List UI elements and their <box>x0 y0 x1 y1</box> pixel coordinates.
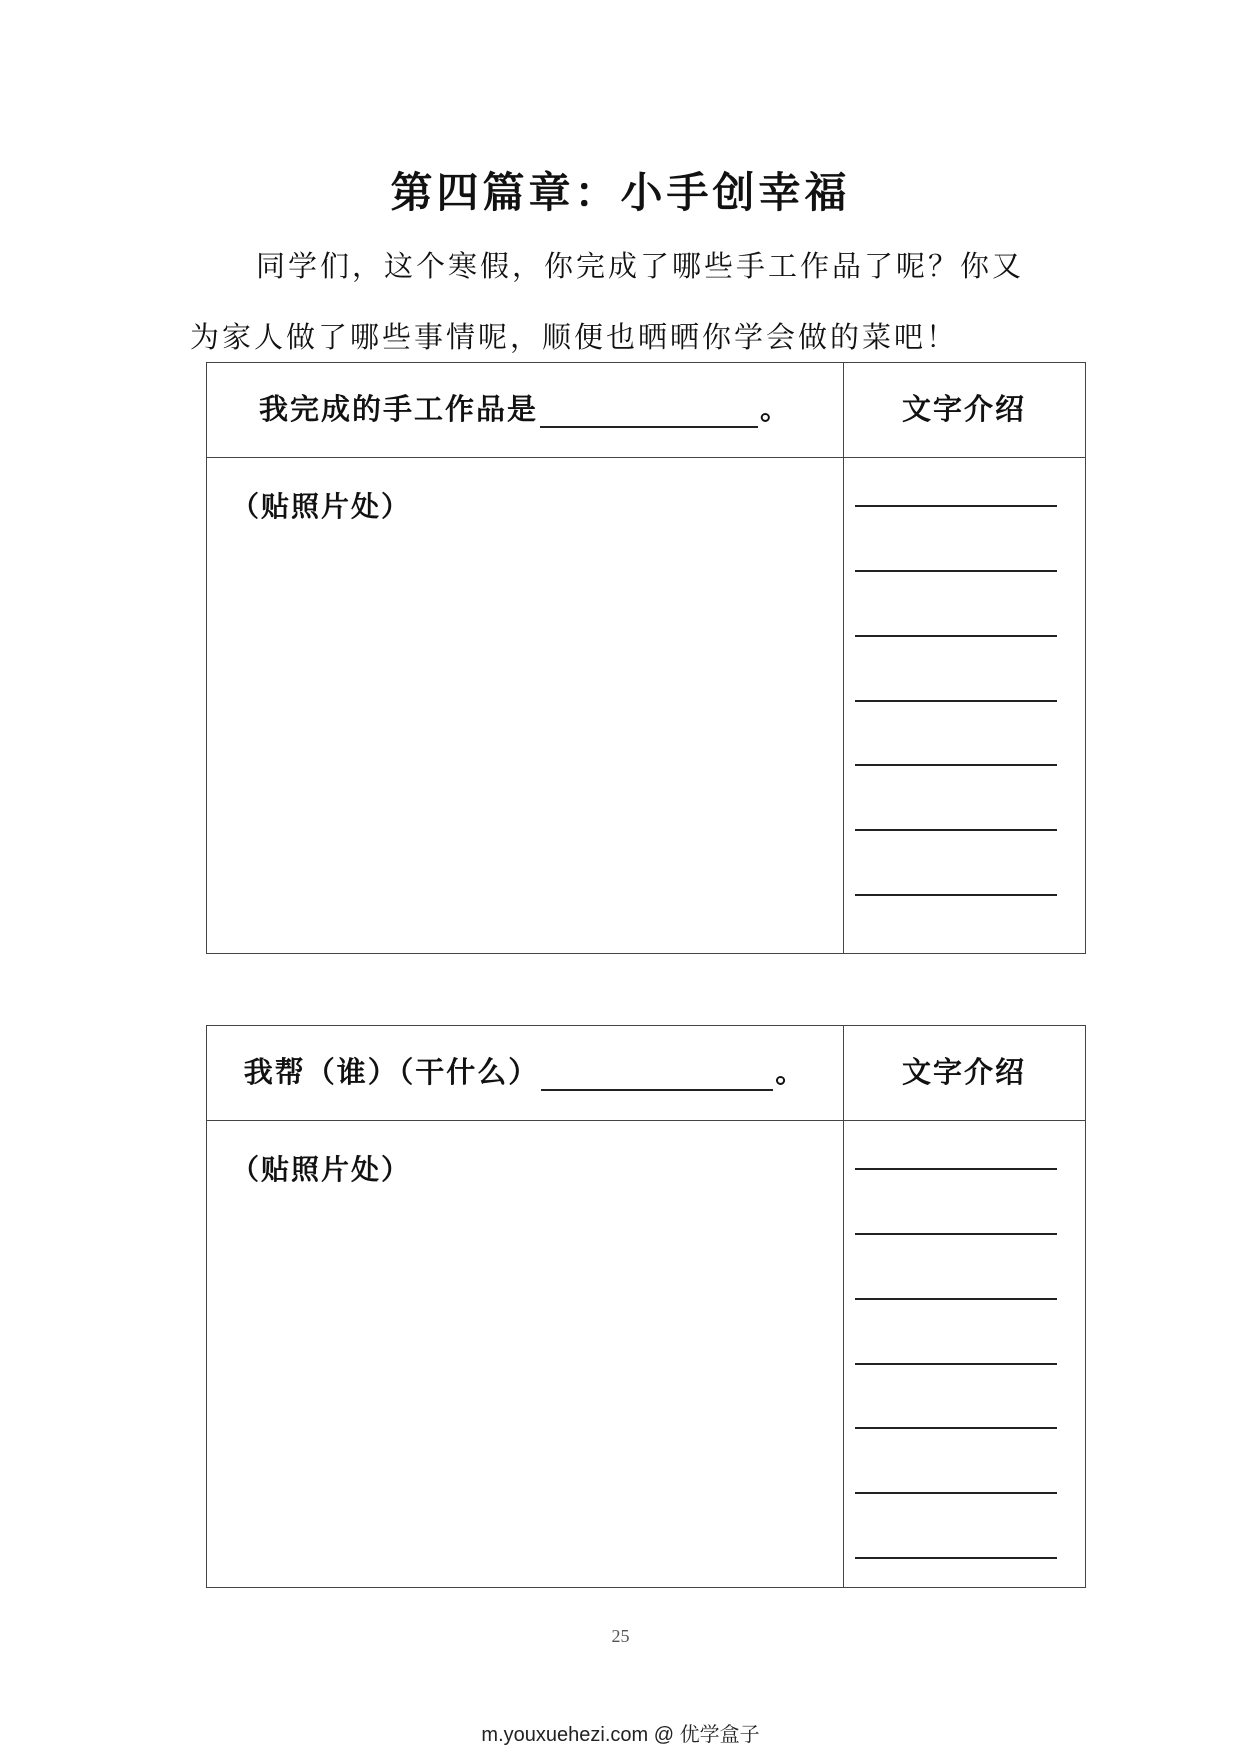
writing-line[interactable] <box>855 635 1057 637</box>
page-number: 25 <box>611 1626 630 1646</box>
writing-line[interactable] <box>855 764 1057 766</box>
card-header-divider <box>207 457 1085 458</box>
helping-family-card <box>206 1025 1086 1588</box>
page-title: 第四篇章：小手创幸福 <box>390 168 851 217</box>
writing-line[interactable] <box>855 1557 1057 1559</box>
writing-line[interactable] <box>855 1168 1057 1170</box>
card-header-divider <box>207 1120 1085 1121</box>
writing-line[interactable] <box>855 1363 1057 1365</box>
text-intro-header: 文字介绍 <box>901 392 1026 426</box>
card-column-divider <box>843 1026 844 1587</box>
card-column-divider <box>843 363 844 953</box>
helping-prompt-end: 。 <box>775 1055 807 1089</box>
handicraft-fill-blank[interactable] <box>540 396 758 428</box>
handicraft-prompt <box>207 387 843 428</box>
writing-line[interactable] <box>855 829 1057 831</box>
writing-line[interactable] <box>855 1298 1057 1300</box>
writing-line[interactable] <box>855 700 1057 702</box>
handicraft-card <box>206 362 1086 954</box>
photo-placeholder-label: （贴照片处） <box>231 1153 412 1186</box>
handicraft-prompt-end: 。 <box>760 392 792 426</box>
photo-placeholder-label: （贴照片处） <box>231 490 412 523</box>
intro-line-1: 同学们，这个寒假，你完成了哪些手工作品了呢？你又 <box>256 249 1025 283</box>
text-intro-header: 文字介绍 <box>901 1055 1026 1089</box>
writing-line[interactable] <box>855 1492 1057 1494</box>
handicraft-prompt-text: 我完成的手工作品是 <box>258 392 538 426</box>
writing-line[interactable] <box>855 570 1057 572</box>
helping-fill-blank[interactable] <box>541 1059 773 1091</box>
intro-line-2: 为家人做了哪些事情呢，顺便也晒晒你学会做的菜吧！ <box>190 320 959 354</box>
footer-watermark: m.youxuehezi.com @ 优学盒子 <box>481 1724 760 1746</box>
writing-line[interactable] <box>855 1427 1057 1429</box>
writing-line[interactable] <box>855 505 1057 507</box>
writing-line[interactable] <box>855 894 1057 896</box>
writing-line[interactable] <box>855 1233 1057 1235</box>
helping-prompt <box>207 1050 843 1091</box>
helping-prompt-text: 我帮（谁）（干什么） <box>243 1055 540 1089</box>
